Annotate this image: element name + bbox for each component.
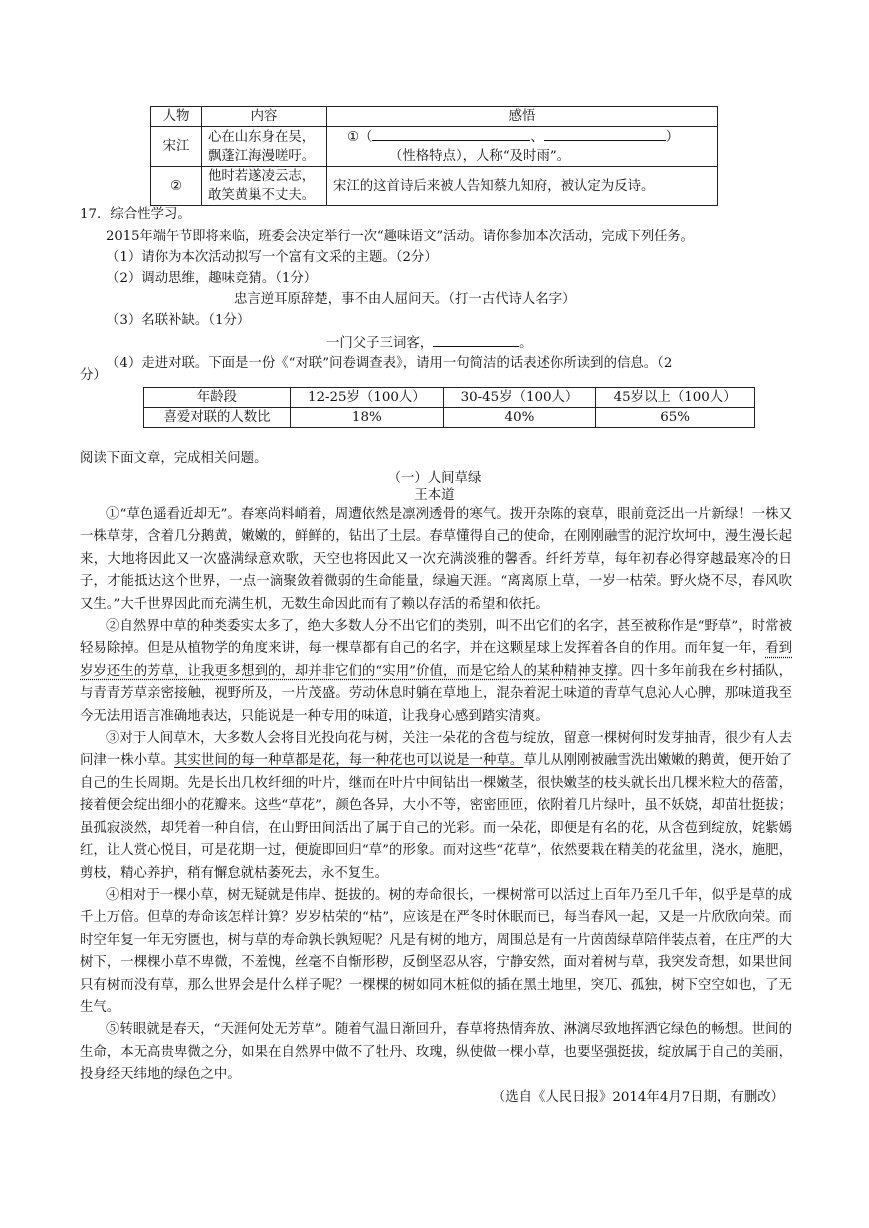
article-source: （选自《人民日报》2014年4月7日期，有删改） bbox=[491, 1089, 784, 1105]
answer-blank[interactable] bbox=[544, 127, 666, 141]
task-2: （2）调动思维，趣味竞猜。（1分） bbox=[106, 271, 318, 286]
table-cell: 18% bbox=[291, 408, 444, 428]
table-cell bbox=[202, 127, 327, 167]
table-header: 年龄段 bbox=[144, 388, 291, 408]
table-header: 感悟 bbox=[327, 107, 718, 127]
table-cell: 喜爱对联的人数比 bbox=[144, 408, 291, 428]
article-author: 王本道 bbox=[414, 488, 455, 503]
table-cell bbox=[327, 127, 718, 167]
couplet-end: 。 bbox=[519, 336, 533, 351]
question-title: 17．综合性学习。 bbox=[80, 207, 191, 222]
answer-close: ） bbox=[665, 130, 680, 145]
reading-instruction: 阅读下面文章，完成相关问题。 bbox=[80, 451, 268, 466]
table-header-row bbox=[144, 388, 755, 408]
table-header: 人物 bbox=[151, 107, 202, 127]
character-table bbox=[150, 106, 718, 206]
survey-table bbox=[143, 387, 755, 428]
cell-line: 他时若遂凌云志， bbox=[208, 169, 316, 184]
table-row bbox=[144, 408, 755, 428]
riddle: 忠言逆耳原辞楚，事不由人屈问天。（打一古代诗人名字） bbox=[234, 292, 576, 307]
table-header-row bbox=[151, 107, 718, 127]
table-row bbox=[151, 167, 718, 206]
table-cell: 65% bbox=[596, 408, 755, 428]
task-4: （4）走进对联。下面是一份《“对联”问卷调查表》，请用一句简洁的话表述你所读到的信息。（2 bbox=[106, 356, 673, 371]
table-row bbox=[151, 127, 718, 167]
answer-blank[interactable] bbox=[433, 333, 519, 347]
table-cell bbox=[202, 167, 327, 206]
paragraph-3: ③对于人间草木，大多数人会将目光投向花与树，关注一朵花的含苞与绽放，留意一棵树何时发芽抽青，很少有人去问津一株小草。其实世间的每一种草都是花，每一种花也可以说是一种草。草儿从刚刚被融雪洗出嫩嫩的鹅黄，便开始了自己的生长周期。先是长出几枚纤细的叶片，继而在叶片中间钻出一棵嫩茎，很快嫩茎的枝头就长出几棵米粒大的蓓蕾，接着便会绽出细小的花瓣来。这些“草花”，颜色各异，大小不等，密密匝匝，依附着几片绿叶，虽不妖娆，却苗壮挺拔；虽孤寂淡然，却凭着一种自信，在山野田间活出了属于自己的光彩。而一朵花，即便是有名的花，从含苞到绽放，姹紫嫣红，让人赏心悦目，可是花期一过，便旋即回归“草”的形象。而对这些“花草”，依然要栽在精美的花盆里，浇水，施肥，剪枝，精心养护，稍有懈怠就枯萎死去，永不复生。 bbox=[80, 731, 793, 881]
question-intro: 2015年端午节即将来临，班委会决定举行一次“趣味语文”活动。请你参加本次活动，完成下列任务。 bbox=[106, 229, 694, 244]
task-3: （3）名联补缺。（1分） bbox=[106, 313, 251, 328]
table-header: 内容 bbox=[202, 107, 327, 127]
paragraph-2: ②自然界中草的种类委实太多了，绝大多数人分不出它们的类别，叫不出它们的名字，甚至被称作是“野草”，时常被轻易除掉。但是从植物学的角度来讲，每一棵草都有自己的名字，并在这颗星球上发挥着各自的作用。而年复一年，看到岁岁还生的芳草，让我更多想到的，却并非它们的“实用”价值，而是它给人的某种精神支撑。四十多年前我在乡村插队，与青青芳草亲密接触，视野所及，一片茂盛。劳动休息时躺在草地上，混杂着泥土味道的青草气息沁人心脾，那味道我至今无法用语言准确地表达，只能说是一种专用的味道，让我身心感到踏实清爽。 bbox=[80, 619, 792, 724]
couplet bbox=[326, 333, 533, 354]
paragraph-1: ①“草色遥看近却无”。春寒尚料峭着，周遭依然是凛冽透骨的寒气。拨开杂陈的衰草，眼前竟泛出一片新绿！一株又一株草芽，含着几分鹅黄，嫩嫩的，鲜鲜的，钻出了土层。春草懂得自己的使命，在刚刚融雪的泥泞坎坷中，漫生漫长起来，大地将因此又一次盛满绿意欢歌，天空也将因此又一次充满淡雅的馨香。纤纤芳草，每年初春必得穿越最寒冷的日子，才能抵达这个世界，一点一滴聚敛着微弱的生命能量，绿遍天涯。“离离原上草，一岁一枯荣。野火烧不尽，春风吹又生。”大千世界因此而充满生机，无数生命因此而有了赖以存活的希望和依托。 bbox=[80, 507, 792, 612]
table-header: 12-25岁（100人） bbox=[291, 388, 444, 408]
paragraph-4: ④相对于一棵小草，树无疑就是伟岸、挺拔的。树的寿命很长，一棵树常可以活过上百年乃至几千年，似乎是草的成千上万倍。但草的寿命该怎样计算？岁岁枯荣的“枯”，应该是在严冬时休眠而已，每当春风一起，又是一片欣欣向荣。而时空年复一年无穷匮也，树与草的寿命孰长孰短呢？凡是有树的地方，周围总是有一片茵茵绿草陪伴装点着，在庄严的大树下，一棵棵小草不卑微，不羞愧，丝毫不自惭形秽，反倒坚忍从容，宁静安然，面对着树与草，我突发奇想，如果世间只有树而没有草，那么世界会是什么样子呢？一棵棵的树如同木桩似的插在黑土地里，突兀、孤独，树下空空如也，了无生气。 bbox=[80, 887, 792, 1015]
task-4-cont: 分） bbox=[80, 368, 107, 383]
table-cell: ② bbox=[151, 167, 202, 206]
cell-line: （性格特点），人称“及时雨”。 bbox=[389, 149, 571, 164]
table-header: 30-45岁（100人） bbox=[443, 388, 596, 408]
cell-line: 心在山东身在吴， bbox=[208, 129, 316, 145]
couplet-text: 一门父子三词客， bbox=[326, 336, 434, 351]
paragraph-5: ⑤转眼就是春天，“天涯何处无芳草”。随着气温日渐回升，春草将热情奔放、淋漓尽致地挥洒它绿色的畅想。世间的生命，本无高贵卑微之分，如果在自然界中做不了牡丹、玫瑰，纵使做一棵小草，也要坚强挺拔，绽放属于自己的美丽，投身经天纬地的绿色之中。 bbox=[80, 1022, 792, 1083]
article-body bbox=[80, 504, 792, 1109]
dotted-emphasis: 看到岁岁还生的芳草，让我更多想到的，却并非它们的“实用”价值，而是它给人的某种精神支撑 bbox=[80, 641, 792, 679]
task-1: （1）请你为本次活动拟写一个富有文采的主题。（2分） bbox=[106, 250, 438, 265]
table-cell: 宋江 bbox=[151, 127, 202, 167]
table-header: 45岁以上（100人） bbox=[596, 388, 755, 408]
answer-blank[interactable] bbox=[372, 127, 530, 141]
underlined-sentence: 其实世间的每一种草都是花，每一种花也可以说是一种草。 bbox=[174, 753, 524, 769]
answer-prefix: ①（ bbox=[347, 130, 373, 145]
article-title: （一）人间草绿 bbox=[387, 471, 482, 486]
table-cell: 宋江的这首诗后来被人告知蔡九知府，被认定为反诗。 bbox=[327, 167, 718, 206]
cell-line: 飘蓬江海漫嗟吁。 bbox=[208, 148, 316, 164]
cell-line: 敢笑黄巢不丈夫。 bbox=[208, 188, 316, 203]
answer-separator: 、 bbox=[530, 130, 544, 145]
table-cell: 40% bbox=[443, 408, 596, 428]
